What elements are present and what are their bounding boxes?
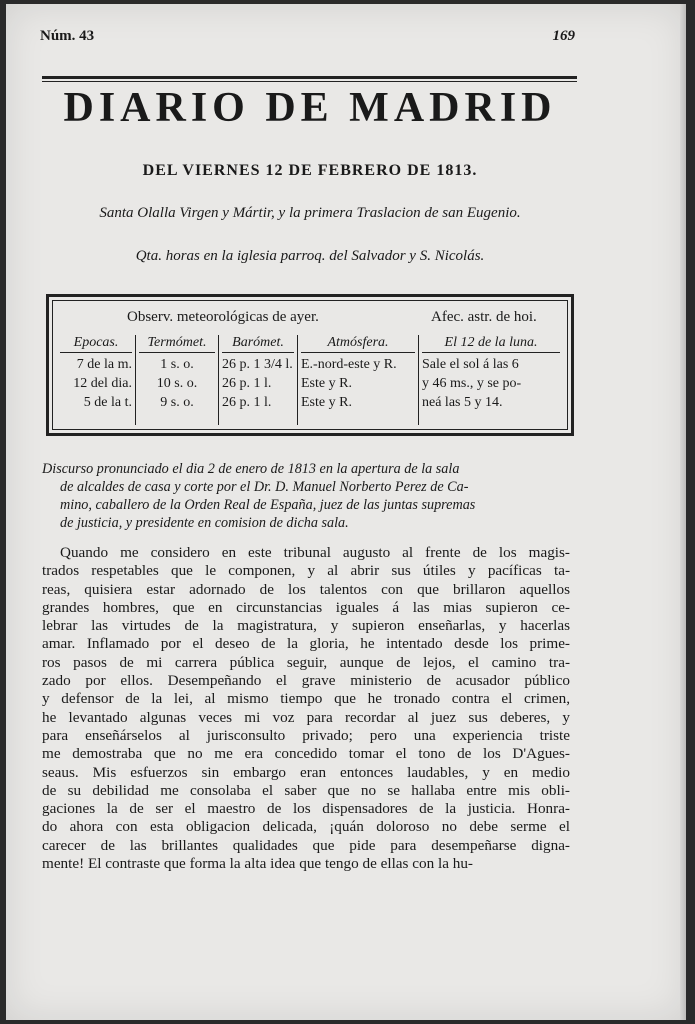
table-cell: 7 de la m. (76, 357, 132, 372)
issue-number: Núm. 43 (40, 28, 95, 44)
discourse-line: de justicia, y presidente en comision de dicha sala. (60, 515, 349, 531)
astro-line: y 46 ms., y se po- (422, 376, 522, 391)
table-cell: Este y R. (301, 376, 352, 391)
column-header: Epocas. (60, 335, 132, 353)
page-edge (680, 4, 686, 1020)
table-cell: 10 s. o. (156, 376, 198, 391)
table-cell: E.-nord-este y R. (301, 357, 397, 372)
discourse-line: de alcaldes de casa y corte por el Dr. D. Manuel Norberto Perez de Ca- (60, 479, 469, 495)
header-rule (42, 76, 577, 82)
newspaper-page (6, 4, 686, 1020)
body-line: he levantado algunas veces mi voz para recordar al juez sus deberes, y (42, 708, 570, 726)
devotion-line: Qta. horas en la iglesia parroq. del Salvador y S. Nicolás. (135, 248, 485, 264)
body-line: amar. Inflamado por el deseo de la gloria, he intentado desde los prime- (42, 635, 570, 653)
epocas-column (57, 335, 136, 425)
column-header: Barómet. (222, 335, 294, 353)
discourse-heading (42, 460, 570, 532)
column-header: Atmósfera. (301, 335, 415, 353)
body-line: do ahora con esta obligacion delicada, ¡quán doloroso no debe serme el (42, 818, 570, 836)
masthead-title: DIARIO DE MADRID (63, 85, 557, 131)
page-number: 169 (552, 28, 575, 44)
astro-line: neá las 5 y 14. (422, 395, 503, 410)
table-cell: Este y R. (301, 395, 352, 410)
body-line: seaus. Mis esfuerzos sin embargo eran entonces laudables, y en medio (42, 763, 570, 781)
body-line: me demostraba que no me era concedido tomar el tono de los D'Agues- (42, 745, 570, 763)
saints-line: Santa Olalla Virgen y Mártir, y la primera Traslacion de san Eugenio. (99, 205, 521, 221)
body-line: para enseñárselos al jurisconsulto privado; pero una experiencia triste (42, 726, 570, 744)
body-line: Quando me considero en este tribunal augusto al frente de los magis- (60, 544, 570, 561)
dateline: DEL VIERNES 12 DE FEBRERO DE 1813. (142, 162, 478, 179)
discourse-line: mino, caballero de la Orden Real de España, juez de las juntas supremas (60, 497, 476, 513)
body-line: carecer de las brillantes qualidades que pide para desempeñarse digna- (42, 836, 570, 854)
astro-line: Sale el sol á las 6 (422, 357, 519, 372)
body-line: trados respetables que le componen, y al abrir sus útiles y pacíficas ta- (42, 562, 570, 580)
table-cell: 9 s. o. (160, 395, 194, 410)
barometro-column (219, 335, 298, 425)
table-cell: 26 p. 1 l. (222, 376, 272, 391)
weather-title: Observ. meteorológicas de ayer. (127, 309, 319, 325)
body-line: lebrar las virtudes de la magistratura, y supieron enseñarlas, y hacerlas (42, 617, 570, 635)
table-cell: 5 de la t. (83, 395, 132, 410)
table-cell: 26 p. 1 l. (222, 395, 272, 410)
article-body (42, 544, 570, 873)
body-line: ros pasos de mi carrera pública seguir, aunque de lejos, el camino tra- (42, 653, 570, 671)
body-line: gaciones la de ser el maestro de los dispensadores de la justicia. Honra- (42, 800, 570, 818)
astro-title: Afec. astr. de hoi. (431, 309, 537, 325)
body-line: de su debilidad me consolaba el saber que no se hallaba entre mis obli- (42, 781, 570, 799)
termometro-column (136, 335, 219, 425)
header-line (40, 28, 575, 45)
astro-column (419, 335, 563, 425)
body-line: mente! El contraste que forma la alta idea que tengo de ellas con la hu- (42, 855, 473, 873)
atmosfera-column (298, 335, 419, 425)
column-header: El 12 de la luna. (422, 335, 560, 353)
body-line: y defensor de la lei, al mismo tiempo que he tronado contra el crimen, (42, 690, 570, 708)
discourse-line: Discurso pronunciado el dia 2 de enero de 1813 en la apertura de la sala (42, 461, 460, 477)
weather-table (46, 294, 574, 436)
body-line: grandes hombres, que en circunstancias iguales á las mias supieron ce- (42, 598, 570, 616)
table-cell: 1 s. o. (160, 357, 194, 372)
table-cell: 26 p. 1 3/4 l. (222, 357, 293, 372)
column-header: Termómet. (139, 335, 215, 353)
body-line: zado por ellos. Desempeñando el grave ministerio de acusador público (42, 672, 570, 690)
table-cell: 12 del dia. (73, 376, 132, 391)
body-line: reas, quisiera estar adornado de los talentos con que brillaron aquellos (42, 580, 570, 598)
